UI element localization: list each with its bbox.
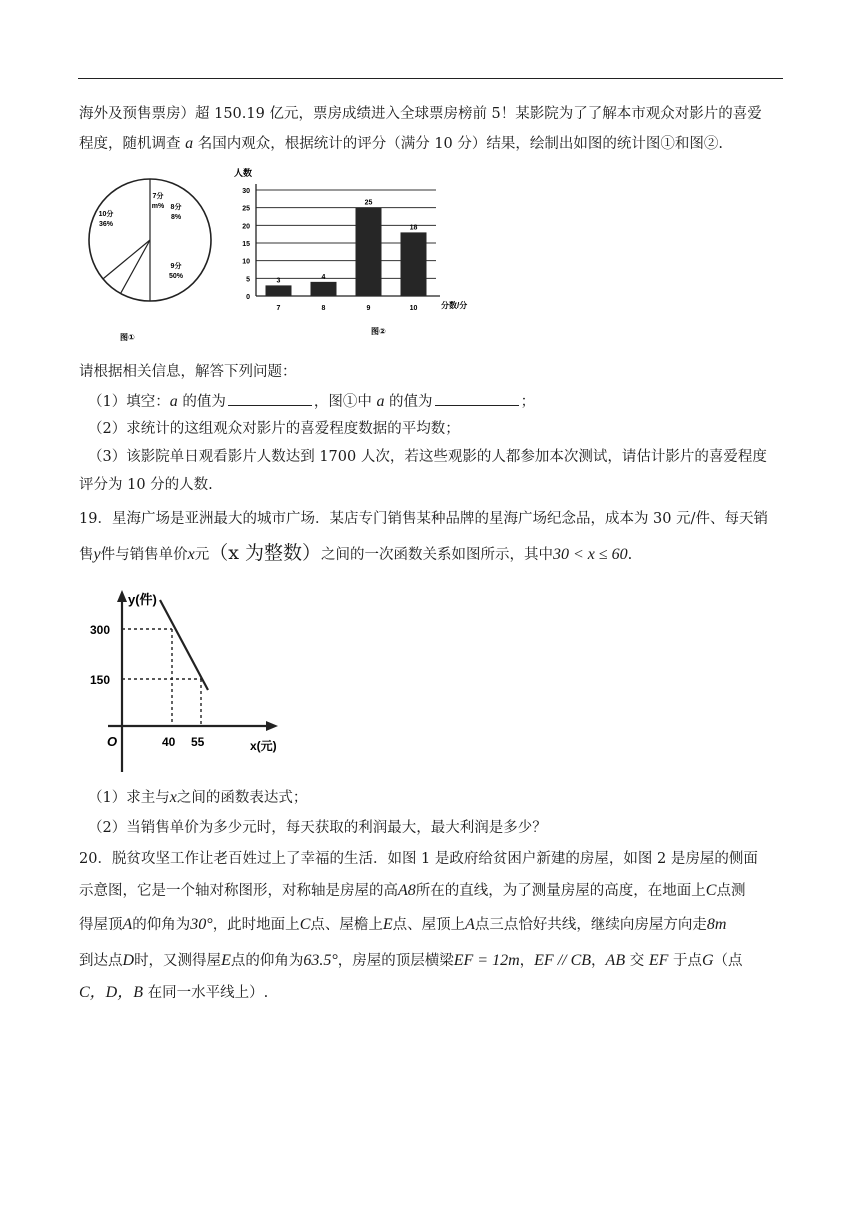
question-3b: 评分为 10 分的人数. <box>79 477 213 493</box>
pie-slice-pct: m% <box>151 203 165 210</box>
graph-xtick-40: 40 <box>162 735 176 749</box>
bar-ytick: 15 <box>242 241 250 248</box>
answer-blank-1[interactable] <box>228 391 312 406</box>
pie-slice-label: 10分 <box>98 211 114 218</box>
bar-value-label: 18 <box>409 224 418 232</box>
graph-origin: O <box>107 734 118 749</box>
para-line-2: 程度，随机调查 a 名国内观众，根据统计的评分（满分 10 分）结果，绘制出如图的统计图①和图②. <box>79 135 723 152</box>
bar-ytick: 5 <box>246 276 250 284</box>
problem-20-line-3: 得屋顶A的仰角为30°，此时地面上C点、屋檐上E点、屋顶上A点三点恰好共线，继续向房屋方向走8m <box>79 916 727 933</box>
bar-rect <box>401 232 427 296</box>
problem-20-line-5: C，D，B 在同一水平线上）. <box>79 984 269 1001</box>
pie-caption: 图① <box>120 333 135 342</box>
question-1: （1）填空：a 的值为 ，图①中 a 的值为 ； <box>88 393 536 410</box>
pie-slice-label: 9分 <box>170 263 182 270</box>
bar-value-label: 4 <box>321 273 326 281</box>
graph-ylabel: y(件) <box>128 592 157 607</box>
bar-category-label: 7 <box>276 305 281 312</box>
para-line-1: 海外及预售票房）超 150.19 亿元，票房成绩进入全球票房榜前 5！某影院为了了解本市观众对影片的喜爱 <box>79 106 762 122</box>
bar-caption: 图② <box>371 327 386 336</box>
bar-category-label: 8 <box>321 305 326 312</box>
bar-category-label: 9 <box>366 305 371 312</box>
problem-20-line-4: 到达点D时，又测得屋E点的仰角为63.5°，房屋的顶层横梁EF = 12m，EF // CB，AB 交 EF 于点G（点 <box>79 952 743 969</box>
graph-ytick-150: 150 <box>90 673 111 687</box>
question-19-1: （1）求主与x之间的函数表达式； <box>88 789 308 806</box>
bar-ytick: 0 <box>246 294 250 301</box>
pie-chart <box>80 162 230 352</box>
question-19-2: （2）当销售单价为多少元时，每天获取的利润最大，最大利润是多少？ <box>88 820 547 836</box>
pie-slice-pct: 8% <box>170 214 182 221</box>
pie-slice-pct: 36% <box>98 221 114 228</box>
bar-rect <box>356 208 382 296</box>
bar-ytick: 10 <box>242 258 250 266</box>
graph-xlabel: x(元) <box>250 739 277 753</box>
bar-ytick: 20 <box>242 223 250 231</box>
problem-20-line-1: 20．脱贫攻坚工作让老百姓过上了幸福的生活．如图 1 是政府给贫困户新建的房屋，如图 2 是房屋的侧面 <box>79 851 758 867</box>
bar-value-label: 3 <box>276 277 281 285</box>
bar-value-label: 25 <box>364 199 373 207</box>
bar-chart <box>228 162 488 352</box>
bar-rect <box>311 282 337 296</box>
problem-19-line-2: 售y件与销售单价x元（x 为整数）之间的一次函数关系如图所示，其中30 < x ≤ 60. <box>79 542 633 564</box>
problem-19-line-1: 19．星海广场是亚洲最大的城市广场．某店专门销售某种品牌的星海广场纪念品，成本为 30 元/件、每天销 <box>79 511 769 527</box>
problem-20-line-2: 示意图，它是一个轴对称图形，对称轴是房屋的高A8所在的直线，为了测量房屋的高度，在地面上C点测 <box>79 882 746 899</box>
graph-ytick-300: 300 <box>90 623 111 637</box>
pie-slice-label: 7分 <box>152 193 164 200</box>
question-2: （2）求统计的这组观众对影片的喜爱程度数据的平均数； <box>88 421 460 437</box>
pie-slice-label: 8分 <box>170 204 182 211</box>
function-graph <box>80 586 280 778</box>
bar-category-label: 10 <box>409 305 418 312</box>
bar-ytick: 30 <box>242 188 250 195</box>
bar-ylabel: 人数 <box>234 168 253 178</box>
header-rule <box>78 78 783 79</box>
pie-slice-pct: 50% <box>168 273 184 280</box>
question-intro: 请根据相关信息，解答下列问题： <box>79 364 297 380</box>
bar-rect <box>266 285 292 296</box>
question-3a: （3）该影院单日观看影片人数达到 1700 人次，若这些观影的人都参加本次测试，请估计影片的喜爱程度 <box>88 449 767 465</box>
bar-xlabel: 分数/分 <box>441 301 468 310</box>
answer-blank-2[interactable] <box>435 391 519 406</box>
bar-ytick: 25 <box>242 205 250 213</box>
graph-xtick-55: 55 <box>191 735 205 749</box>
